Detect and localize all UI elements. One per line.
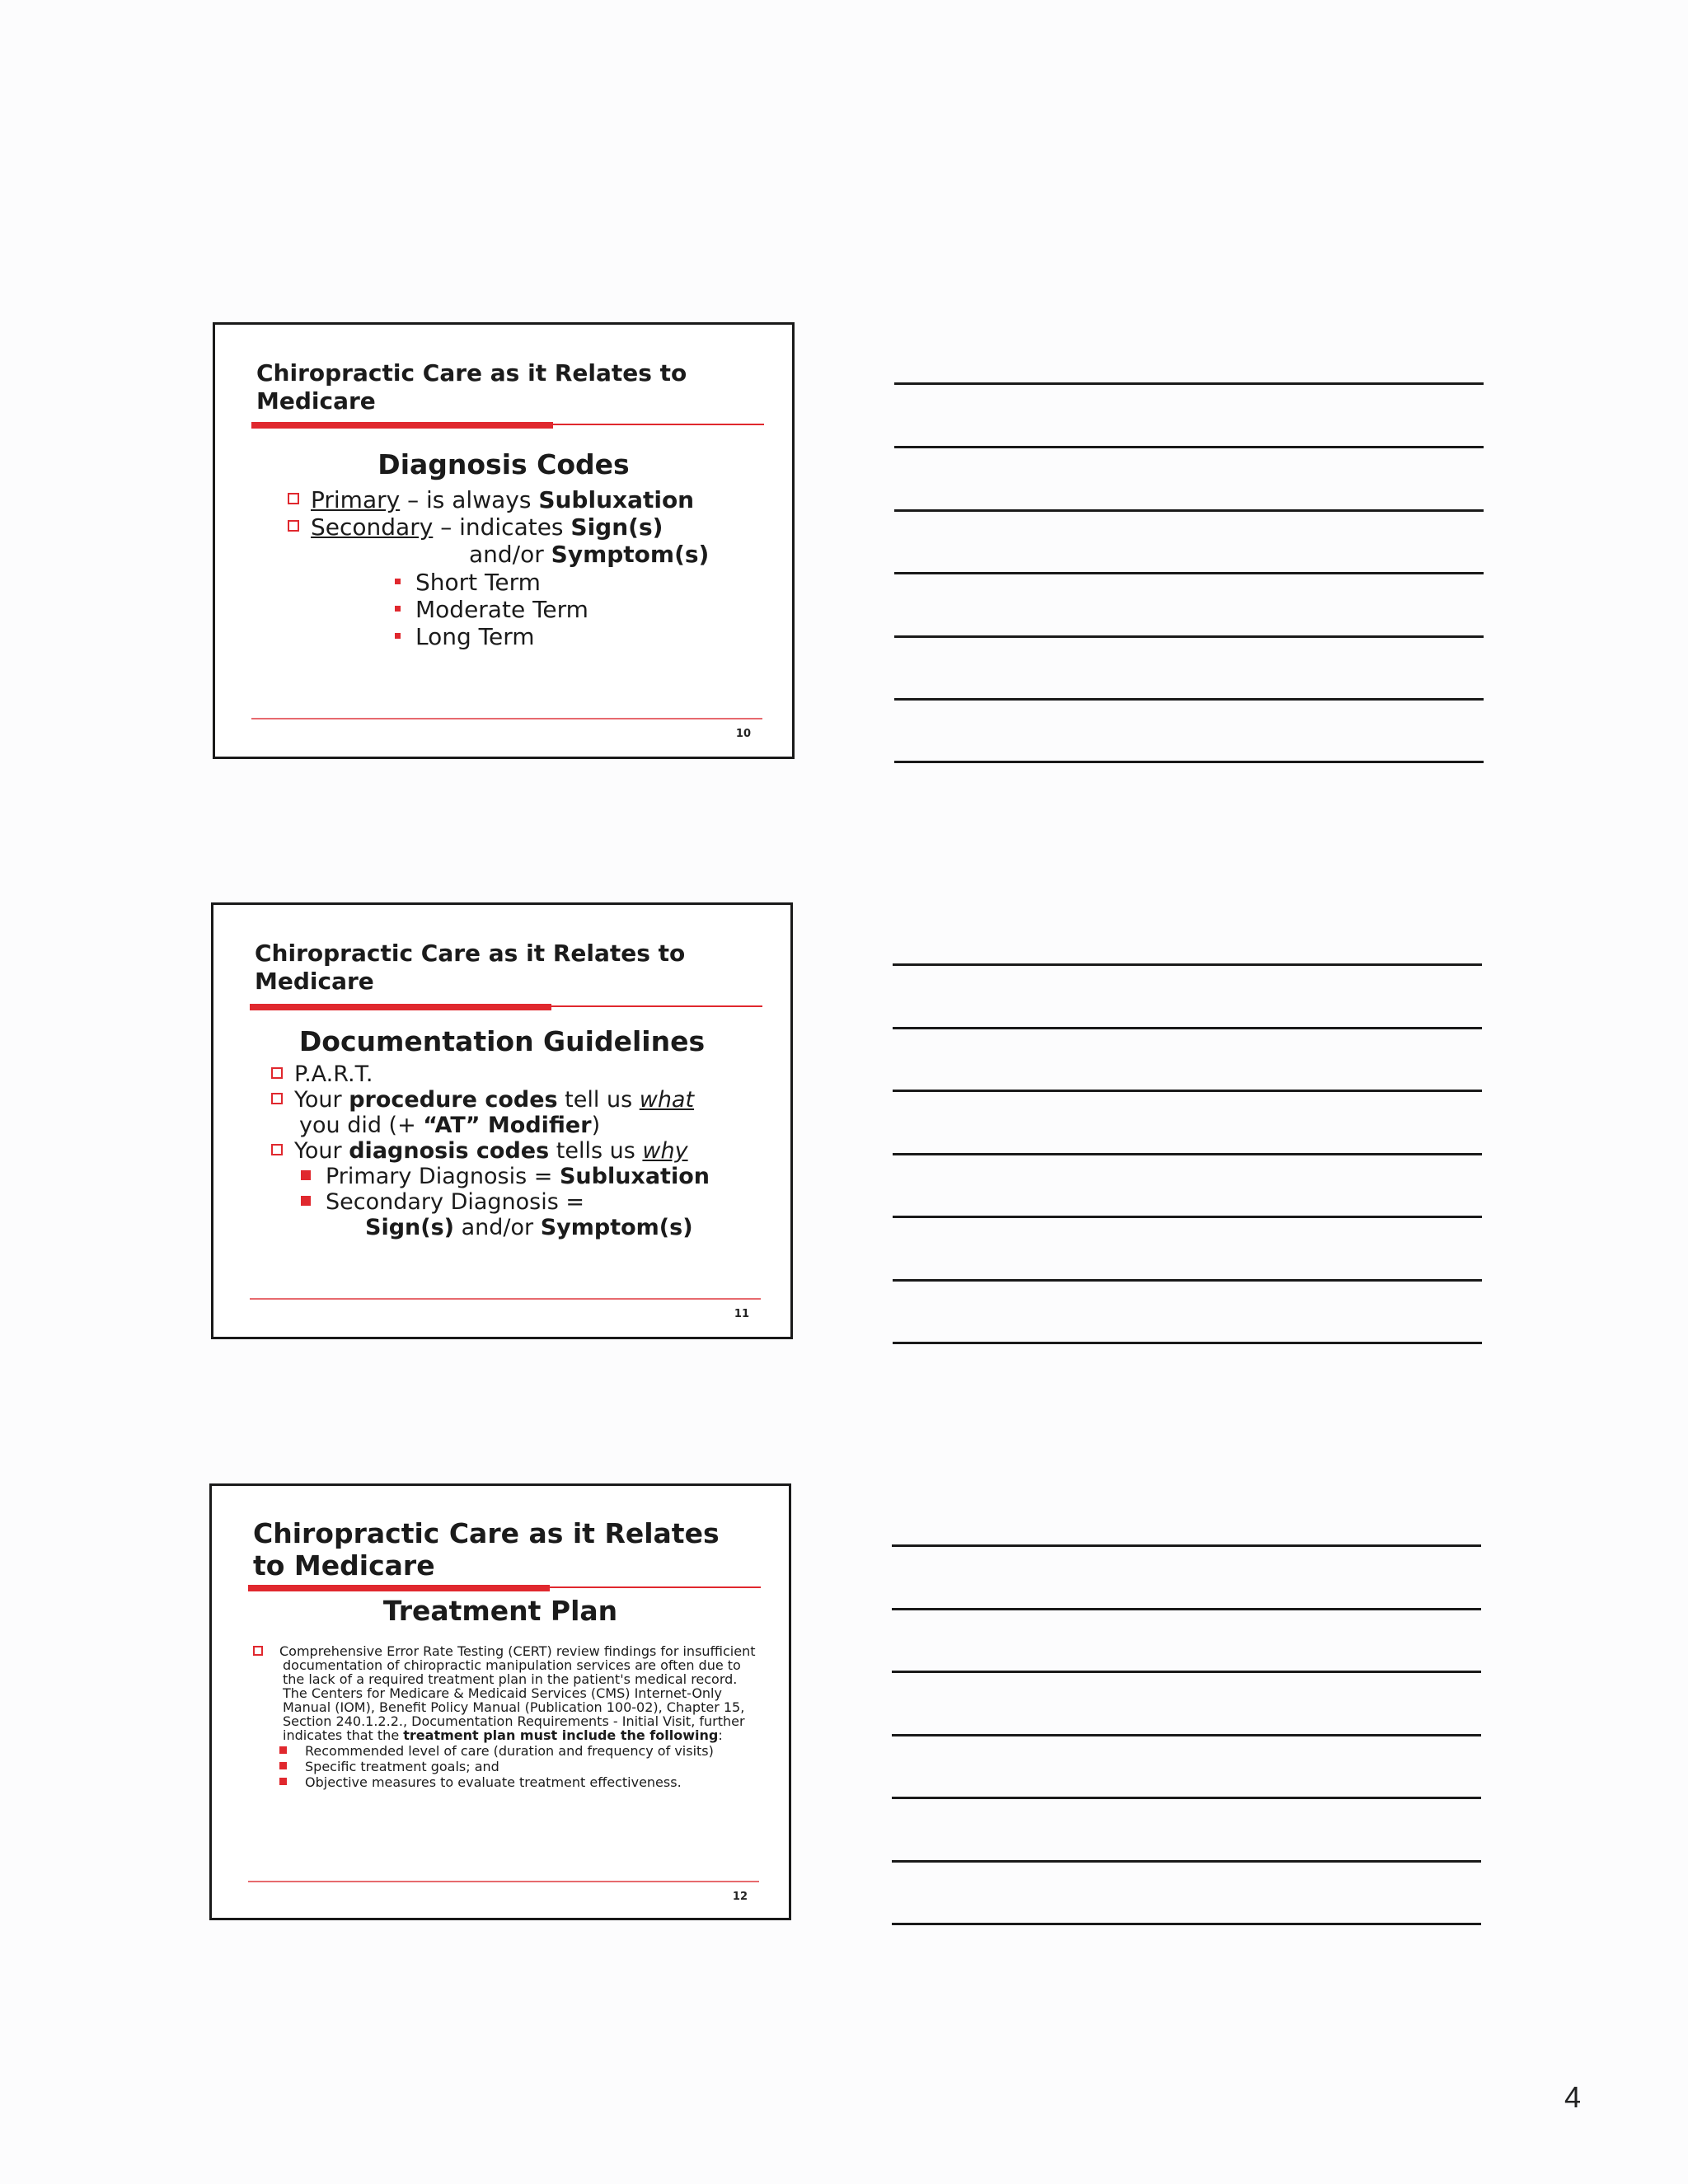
sub-bullet: Short Term [395,569,541,596]
title-underline [250,1004,551,1010]
hollow-square-bullet-icon [288,493,299,504]
filled-square-bullet-icon [279,1778,287,1785]
title-underline-thin [553,424,764,425]
slide-documentation-guidelines [211,902,793,1339]
note-line [894,509,1484,512]
note-line [894,572,1484,574]
sub-bullet-secondary-continued: Sign(s) and/or Symptom(s) [365,1215,693,1240]
footer-rule [248,1881,759,1882]
slide-heading: Documentation Guidelines [298,1025,706,1057]
note-line [894,761,1484,763]
square-bullet-icon [395,606,401,612]
title-underline [248,1585,550,1591]
slide-treatment-plan [209,1483,791,1920]
sub-bullet-primary: Primary Diagnosis = Subluxation [301,1164,710,1189]
footer-rule [251,718,762,719]
note-line [894,382,1484,385]
slide-title: Chiropractic Care as it Relates to Medicare [256,359,687,415]
note-line [892,1608,1481,1610]
slide-number: 11 [734,1308,749,1320]
note-line [893,1027,1482,1029]
note-line [893,1153,1482,1155]
slide-body [253,1644,756,1789]
bullet-secondary-continued: and/or Symptom(s) [469,541,710,568]
slide-diagnosis-codes [213,322,795,759]
hollow-square-bullet-icon [253,1646,263,1656]
page-number: 4 [1564,2080,1582,2114]
title-underline-thin [551,1005,762,1007]
slide-heading: Diagnosis Codes [377,448,630,480]
note-line [892,1797,1481,1799]
title-underline [251,422,553,429]
bullet-secondary: Secondary – indicates Sign(s) [288,513,663,541]
sub-item: Specific treatment goals; and [309,1760,756,1774]
square-bullet-icon [395,633,401,639]
sub-bullet: Moderate Term [395,596,588,623]
hollow-square-bullet-icon [271,1144,283,1155]
note-line [892,1923,1481,1925]
filled-square-bullet-icon [301,1196,311,1206]
filled-square-bullet-icon [279,1746,287,1754]
hollow-square-bullet-icon [271,1067,283,1079]
note-line [894,446,1484,448]
slide-number: 12 [732,1891,748,1903]
slide-title: Chiropractic Care as it Relates to Medicare [255,940,686,995]
note-line [892,1544,1481,1547]
note-line [892,1860,1481,1863]
hollow-square-bullet-icon [271,1093,283,1104]
note-line [893,1342,1482,1344]
footer-rule [250,1298,761,1300]
note-line [893,1090,1482,1092]
bullet-procedure-codes: Your procedure codes tell us what [271,1087,694,1113]
sub-bullet: Long Term [395,623,535,650]
slide-heading: Treatment Plan [382,1595,618,1627]
bullet-procedure-continued: you did (+ “AT” Modifier) [299,1113,601,1138]
note-line [893,1279,1482,1282]
filled-square-bullet-icon [279,1762,287,1769]
slide-number: 10 [735,728,751,740]
note-line [892,1671,1481,1673]
sub-item: Recommended level of care (duration and frequency of visits) [309,1744,756,1758]
bullet-diagnosis-codes: Your diagnosis codes tells us why [271,1138,688,1164]
note-line [893,963,1482,966]
sub-bullet-secondary: Secondary Diagnosis = [301,1189,584,1215]
cert-paragraph: Comprehensive Error Rate Testing (CERT) review findings for insufficient documentation of chiropractic manipulation services are often due to the lack of a required treatment plan in the patient's medical record. The Centers for Medicare & Medicaid Services (CMS) Internet-Only Manual (IOM), Benefit Policy Manual (Publication 100-02), Chapter 15, Section 240.1.2.2., Documentation Requirements - Initial Visit, further indicates that the treatment plan must include the following: [283,1644,756,1742]
sub-item: Objective measures to evaluate treatment effectiveness. [309,1775,756,1789]
hollow-square-bullet-icon [288,520,299,532]
note-line [893,1216,1482,1218]
bullet-part: P.A.R.T. [271,1062,373,1087]
note-line [892,1734,1481,1736]
note-line [894,635,1484,638]
note-line [894,698,1484,701]
filled-square-bullet-icon [301,1170,311,1180]
title-underline-thin [550,1586,761,1588]
slide-title: Chiropractic Care as it Relates to Medicare [253,1517,720,1582]
bullet-primary: Primary – is always Subluxation [288,486,694,513]
square-bullet-icon [395,579,401,584]
